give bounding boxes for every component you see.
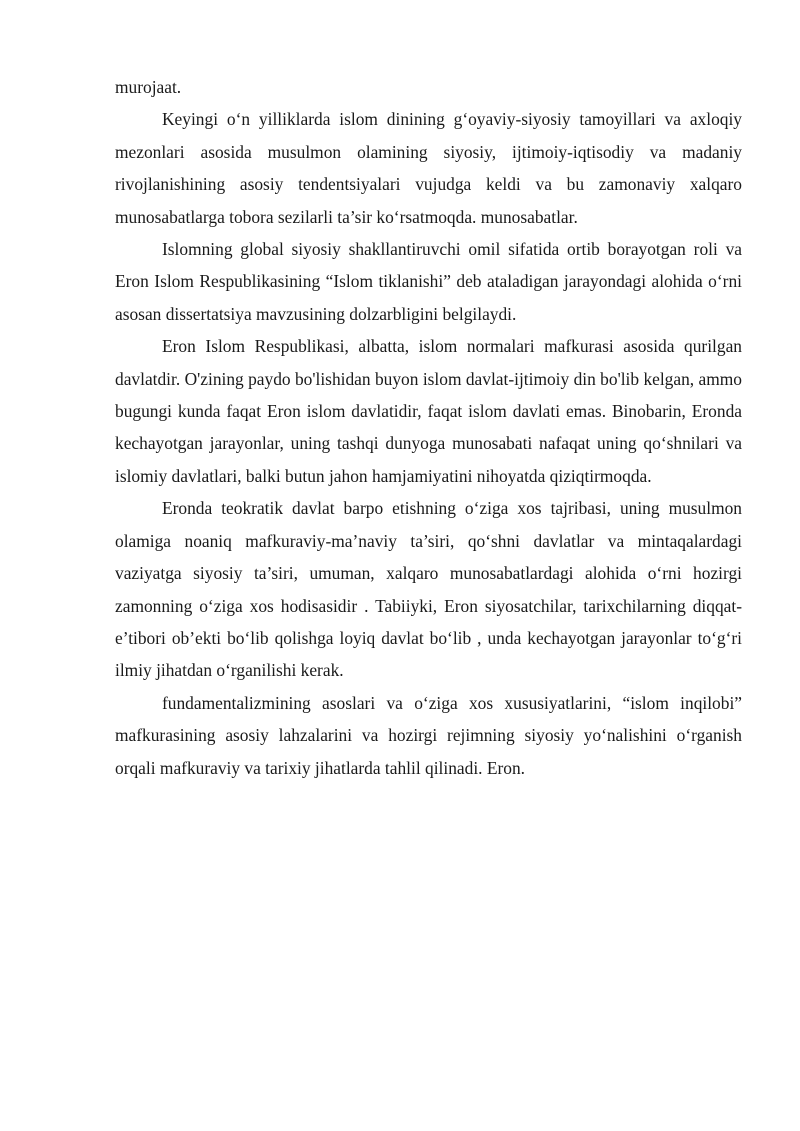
paragraph-2: Keyingi o‘n yilliklarda islom dinining g‘oyaviy-siyosiy tamoyillari va axloqiy mezonlari asosida musulmon olamining siyosiy, ijtimoiy-iqtisodiy va madaniy rivojlanishining asosiy tendentsiyalari vujudga keldi va bu zamonaviy xalqaro munosabatlarga tobora sezilarli ta’sir ko‘rsatmoqda. munosabatlar. — [115, 109, 742, 227]
paragraph-1: murojaat. — [115, 77, 182, 97]
paragraph-4: Eron Islom Respublikasi, albatta, islom normalari mafkurasi asosida qurilgan davlatdir. O'zining paydo bo'lishidan buyon islom davlat-ijtimoiy din bo'lib kelgan, ammo bugungi kunda faqat Eron islom davlatidir, faqat islom davlati emas. Binobarin, Eronda kechayotgan jarayonlar, uning tashqi dunyoga munosabati nafaqat uning qo‘shnilari va islomiy davlatlari, balki butun jahon hamjamiyatini nihoyatda qiziqtirmoqda. — [115, 336, 742, 486]
paragraph-5: Eronda teokratik davlat barpo etishning o‘ziga xos tajribasi, uning musulmon olamiga noaniq mafkuraviy-ma’naviy ta’siri, qo‘shni davlatlar va mintaqalardagi vaziyatga siyosiy ta’siri, umuman, xalqaro munosabatlardagi alohida o‘rni hozirgi zamonning o‘ziga xos hodisasidir . Tabiiyki, Eron siyosatchilar, tarixchilarning diqqat-e’tibori ob’ekti bo‘lib qolishga loyiq davlat bo‘lib , unda kechayotgan jarayonlar to‘g‘ri ilmiy jihatdan o‘rganilishi kerak. — [115, 498, 742, 681]
paragraph-3: Islomning global siyosiy shakllantiruvchi omil sifatida ortib borayotgan roli va Eron Islom Respublikasining “Islom tiklanishi” deb ataladigan jarayondagi alohida o‘rni asosan dissertatsiya mavzusining dolzarbligini belgilaydi. — [115, 239, 742, 324]
paragraph-6: fundamentalizmining asoslari va o‘ziga xos xususiyatlarini, “islom inqilobi” mafkurasining asosiy lahzalarini va hozirgi rejimning siyosiy yo‘nalishini o‘rganish orqali mafkuraviy va tarixiy jihatlarda tahlil qilinadi. Eron. — [115, 692, 742, 778]
document-body — [115, 71, 742, 784]
